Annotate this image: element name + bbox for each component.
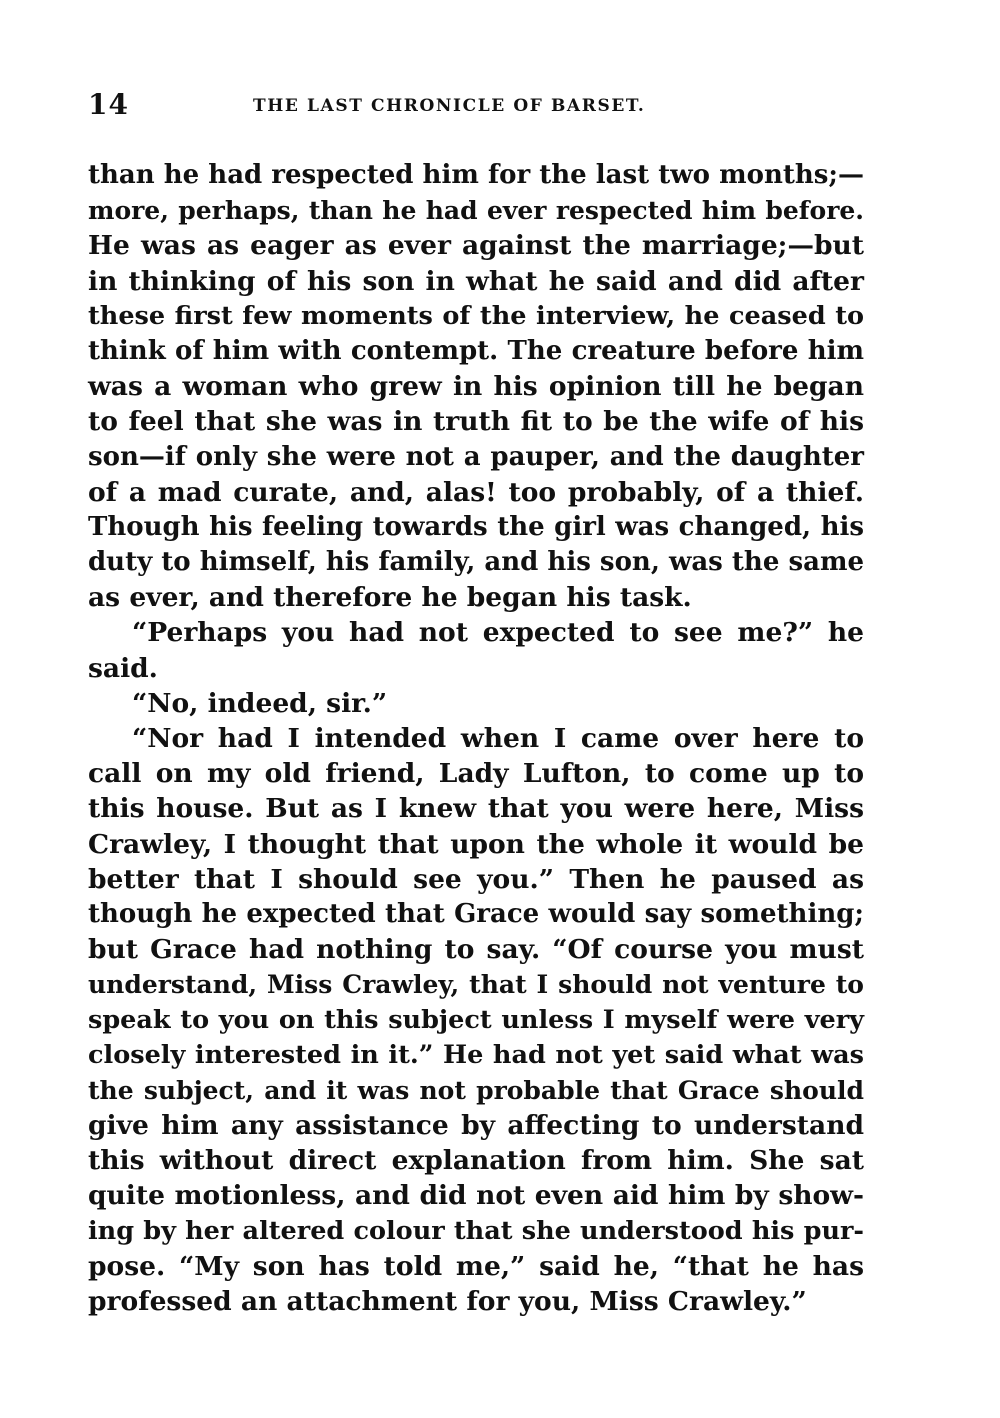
text-line: though he expected that Grace would say something; <box>88 898 864 929</box>
text-line: these first few moments of the interview, he ceased to <box>88 300 864 331</box>
page-number: 14 <box>88 88 129 121</box>
text-line: of a mad curate, and, alas! too probably, of a thief. <box>88 476 864 508</box>
text-line: “Nor had I intended when I came over here to <box>132 723 864 754</box>
page-header <box>88 88 868 128</box>
text-line: in thinking of his son in what he said and did after <box>88 265 864 297</box>
text-line: closely interested in it.” He had not yet said what was <box>88 1039 864 1070</box>
text-line: Though his feeling towards the girl was changed, his <box>88 511 864 542</box>
text-line: this without direct explanation from him. She sat <box>88 1145 864 1177</box>
text-line: but Grace had nothing to say. “Of course you must <box>88 934 864 966</box>
text-line: this house. But as I knew that you were here, Miss <box>88 793 864 825</box>
text-line: He was as eager as ever against the marriage;—but <box>88 230 864 262</box>
text-line: said. <box>88 652 158 684</box>
text-line: “No, indeed, sir.” <box>132 687 388 719</box>
text-line: give him any assistance by affecting to understand <box>88 1110 864 1142</box>
text-line: speak to you on this subject unless I myself were very <box>88 1004 864 1035</box>
text-line: quite motionless, and did not even aid him by show- <box>88 1180 864 1212</box>
text-line: as ever, and therefore he began his task. <box>88 582 692 614</box>
running-head: THE LAST CHRONICLE OF BARSET. <box>253 96 646 116</box>
text-line: understand, Miss Crawley, that I should not venture to <box>88 970 864 1000</box>
text-line: was a woman who grew in his opinion till he began <box>88 371 864 403</box>
text-line: son—if only she were not a pauper, and the daughter <box>88 441 864 472</box>
text-line: more, perhaps, than he had ever respected him before. <box>88 196 864 226</box>
text-line: ing by her altered colour that she understood his pur- <box>88 1215 864 1246</box>
body-text <box>88 158 864 1319</box>
text-line: duty to himself, his family, and his son, was the same <box>88 547 864 578</box>
text-line: pose. “My son has told me,” said he, “that he has <box>88 1250 864 1282</box>
text-line: professed an attachment for you, Miss Crawley.” <box>88 1286 807 1317</box>
text-line: “Perhaps you had not expected to see me?” he <box>132 617 864 649</box>
text-line: think of him with contempt. The creature before him <box>88 335 864 366</box>
text-line: than he had respected him for the last two months;— <box>88 160 864 190</box>
text-line: better that I should see you.” Then he paused as <box>88 863 864 895</box>
text-line: to feel that she was in truth fit to be the wife of his <box>88 406 864 438</box>
text-line: the subject, and it was not probable that Grace should <box>88 1075 864 1105</box>
text-line: call on my old friend, Lady Lufton, to come up to <box>88 758 864 790</box>
text-line: Crawley, I thought that upon the whole it would be <box>88 828 864 860</box>
